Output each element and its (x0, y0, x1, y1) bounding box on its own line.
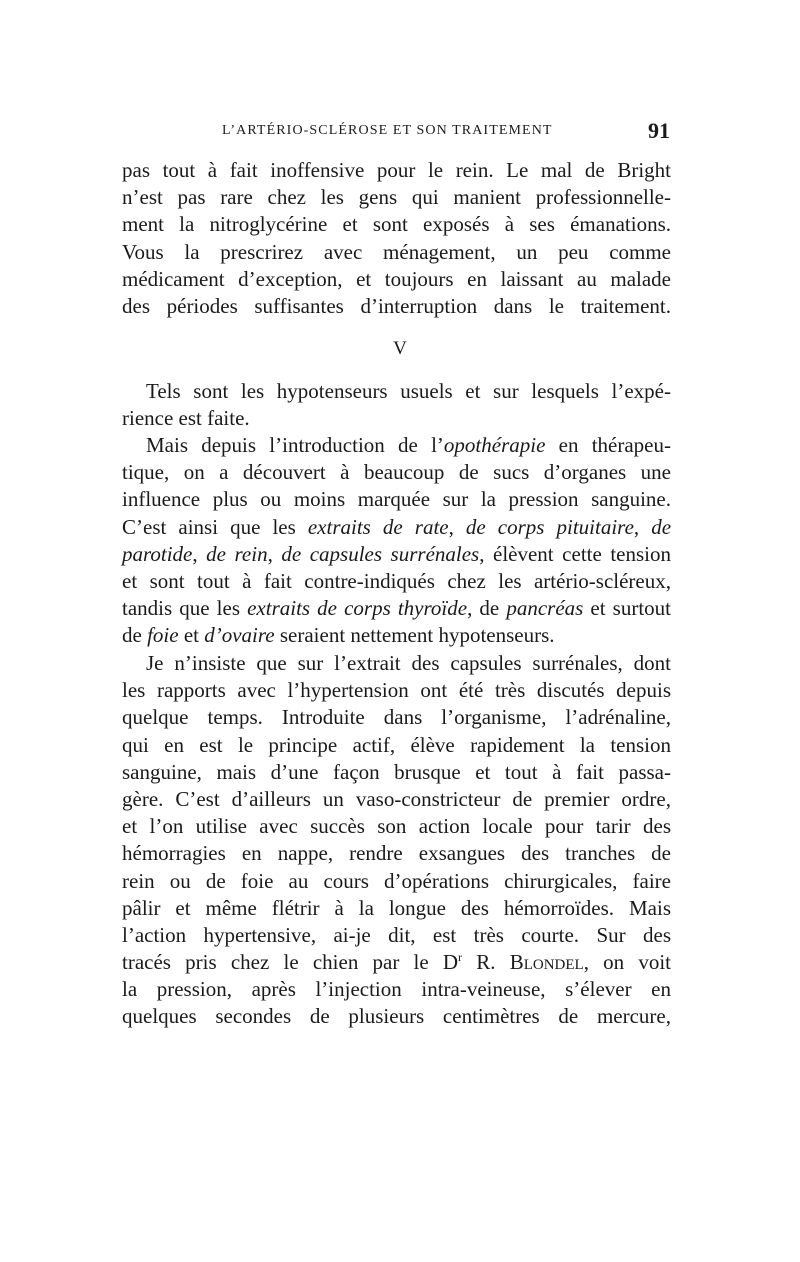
text-line (122, 541, 671, 568)
italic-term: extraits de corps thyroïde (247, 596, 468, 621)
text-line: Vous la prescrirez avec ménagement, un peu comme (122, 239, 671, 264)
page-number: 91 (648, 118, 670, 143)
text-line (122, 949, 671, 976)
text-line: hémorragies en nappe, rendre exsangues des tranches de (122, 841, 671, 866)
text-line: influence plus ou moins marquée sur la pression sanguine. (122, 487, 671, 512)
text-run: , (448, 514, 466, 539)
author-name: Blondel (509, 950, 584, 975)
text-line: les rapports avec l’hypertension ont été très discutés depuis (122, 678, 671, 703)
text-run: tandis que les (122, 596, 248, 621)
text-line: pâlir et même flétrir à la longue des hémorroïdes. Mais (122, 895, 671, 920)
superscript: r (458, 950, 463, 965)
text-run: , on voit (583, 950, 671, 975)
italic-term: d’ovaire (204, 623, 275, 648)
text-run: de (122, 623, 148, 648)
italic-term: de capsules surrénales (281, 541, 480, 566)
italic-term: de rein (206, 541, 268, 566)
italic-term: extraits de rate (307, 514, 449, 539)
text-line: sanguine, mais d’une façon brusque et tout à fait passa- (122, 759, 671, 784)
text-line: pas tout à fait inoffensive pour le rein. Le mal de Bright (122, 158, 671, 182)
text-line (122, 622, 671, 649)
italic-term: pancréas (506, 596, 584, 621)
text-line: et l’on utilise avec succès son action locale pour tarir des (122, 814, 671, 839)
paragraph-opotherapie (122, 432, 671, 650)
text-line: ment la nitroglycérine et sont exposés à ses émanations. (122, 212, 671, 237)
text-run: C’est ainsi que les (122, 514, 308, 539)
section-heading: V (393, 338, 407, 359)
text-line (122, 432, 671, 459)
text-run: et (178, 623, 205, 648)
text-line: qui en est le principe actif, élève rapidement la tension (122, 732, 671, 757)
text-run: , (267, 541, 282, 566)
text-line: des périodes suffisantes d’interruption dans le traitement. (122, 293, 671, 318)
text-line: n’est pas rare chez les gens qui manient professionnelle- (122, 185, 671, 210)
text-line: Je n’insiste que sur l’extrait des capsules surrénales, dont (146, 651, 671, 675)
text-line: quelque temps. Introduite dans l’organisme, l’adrénaline, (122, 705, 671, 730)
running-title: L’ARTÉRIO-SCLÉROSE ET SON TRAITEMENT (222, 123, 553, 138)
text-run: , (633, 514, 652, 539)
text-line (122, 595, 671, 622)
text-line: quelques secondes de plusieurs centimètres de mercure, (122, 1004, 671, 1029)
text-line: médicament d’exception, et toujours en laissant au malade (122, 266, 671, 291)
italic-term: foie (147, 623, 179, 648)
text-line: et sont tout à fait contre-indiqués chez les artério-scléreux, (122, 568, 671, 593)
text-line: l’action hypertensive, ai-je dit, est très courte. Sur des (122, 922, 671, 947)
italic-term: opothérapie (443, 433, 546, 457)
text-run: Mais depuis l’introduction de l’ (146, 433, 444, 457)
text-run: R. (462, 950, 510, 975)
text-run: , élèvent cette tension (479, 541, 671, 566)
text-run: , (192, 541, 207, 566)
paragraph-continued (122, 157, 671, 320)
text-line: tique, on a découvert à beaucoup de sucs d’organes une (122, 460, 671, 485)
text-line: la pression, après l’injection intra-veineuse, s’élever en (122, 977, 671, 1002)
italic-term: de (651, 514, 672, 539)
paragraph-hypotenseurs (122, 378, 671, 432)
text-line: gère. C’est d’ailleurs un vaso-constricteur de premier ordre, (122, 786, 671, 811)
text-run: tracés pris chez le chien par le D (122, 950, 459, 975)
text-line (122, 514, 671, 541)
text-line: Tels sont les hypotenseurs usuels et sur lesquels l’expé- (146, 379, 671, 403)
italic-term: parotide (122, 541, 193, 566)
text-run: et surtout (583, 596, 672, 621)
text-run: en thérapeu- (545, 433, 671, 457)
text-run: , de (467, 596, 507, 621)
text-run: seraient nettement hypotenseurs. (274, 623, 555, 648)
paragraph-adrenaline (122, 650, 671, 1031)
text-line: rein ou de foie au cours d’opérations chirurgicales, faire (122, 868, 671, 893)
running-head (122, 118, 672, 146)
italic-term: de corps pituitaire (465, 514, 634, 539)
text-line: rience est faite. (122, 406, 250, 431)
